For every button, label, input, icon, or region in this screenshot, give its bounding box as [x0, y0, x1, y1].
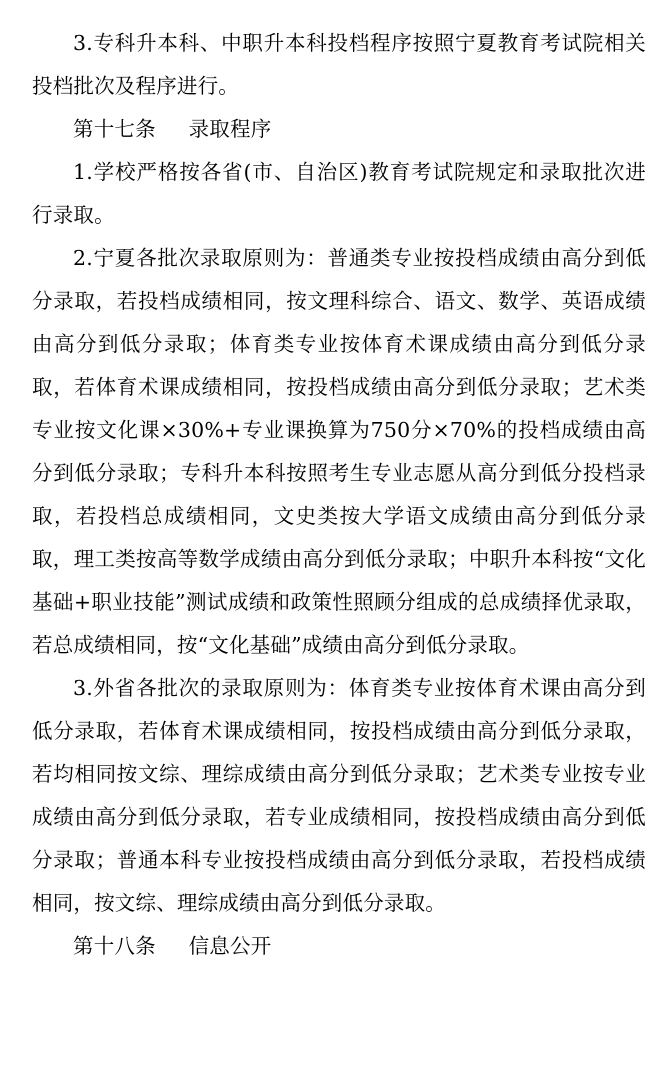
article-18-label: 第十八条 — [73, 934, 156, 958]
article-17-label: 第十七条 — [73, 117, 156, 141]
paragraph-item-2-ningxia: 2.宁夏各批次录取原则为：普通类专业按投档成绩由高分到低分录取，若投档成绩相同，按文理科综合、语文、数学、英语成绩由高分到低分录取；体育类专业按体育术课成绩由高分到低分录取，若体育术课成绩相同，按投档成绩由高分到低分录取；艺术类专业按文化课×30%+专业课换算为750分×70%的投档成绩由高分到低分录取；专科升本科按照考生专业志愿从高分到低分投档录取，若投档总成绩相同，文史类按大学语文成绩由高分到低分录取，理工类按高等数学成绩由高分到低分录取；中职升本科按“文化基础+职业技能”测试成绩和政策性照顾分组成的总成绩择优录取，若总成绩相同，按“文化基础”成绩由高分到低分录取。 — [32, 246, 646, 657]
paragraph-item-1-strict: 1.学校严格按各省(市、自治区)教育考试院规定和录取批次进行录取。 — [32, 160, 646, 227]
article-18-title: 信息公开 — [188, 934, 272, 958]
paragraph-item-3-outside: 3.外省各批次的录取原则为：体育类专业按体育术课由高分到低分录取，若体育术课成绩相同，按投档成绩由高分到低分录取，若均相同按文综、理综成绩由高分到低分录取；艺术类专业按专业成绩由高分到低分录取，若专业成绩相同，按投档成绩由高分到低分录取；普通本科专业按投档成绩由高分到低分录取，若投档成绩相同，按文综、理综成绩由高分到低分录取。 — [32, 676, 646, 915]
article-18-heading — [32, 925, 646, 968]
article-17-title: 录取程序 — [188, 117, 272, 141]
paragraph-item-3-procedure: 3.专科升本科、中职升本科投档程序按照宁夏教育考试院相关投档批次及程序进行。 — [32, 31, 646, 98]
article-17-heading — [32, 108, 646, 151]
